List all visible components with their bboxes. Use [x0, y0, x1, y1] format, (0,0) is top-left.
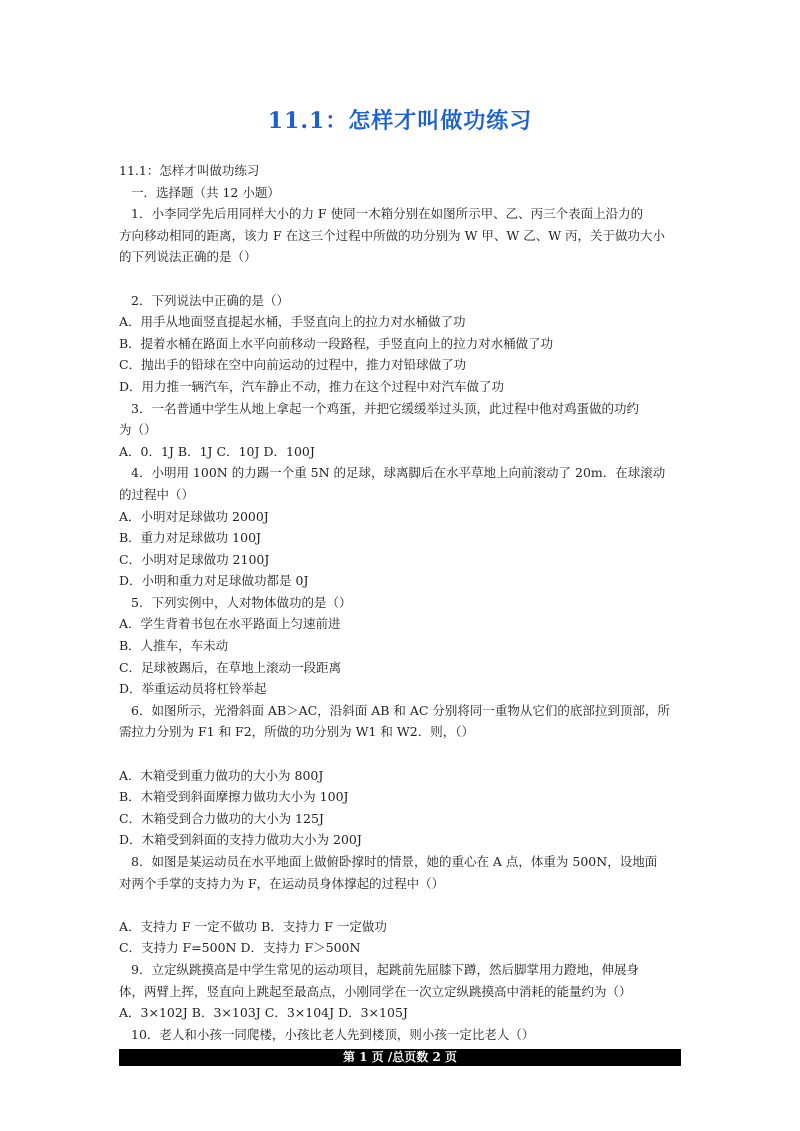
q6-stem: 6．如图所示，光滑斜面 AB＞AC，沿斜面 AB 和 AC 分别将同一重物从它们的底部拉到顶部，所 [131, 702, 670, 718]
q1-line: 方向移动相同的距离，该力 F 在这三个过程中所做的功分别为 W 甲、W 乙、W 丙，关于做功大小 [119, 227, 666, 243]
q5-option: B．人推车，车未动 [119, 638, 229, 654]
q2-stem: 2．下列说法中正确的是（） [131, 292, 289, 308]
q8-stem: 对两个手掌的支持力为 F，在运动员身体撑起的过程中（） [119, 875, 445, 891]
q9-options: A．3×102J B．3×103J C．3×104J D．3×105J [119, 1005, 408, 1021]
page-title: 11.1：怎样才叫做功练习 [267, 108, 533, 134]
subtitle: 11.1：怎样才叫做功练习 [119, 163, 260, 178]
q4-option: C．小明对足球做功 2100J [119, 551, 270, 567]
q3-stem: 3．一名普通中学生从地上拿起一个鸡蛋，并把它缓缓举过头顶，此过程中他对鸡蛋做的功约 [131, 400, 639, 416]
q7-option: D．木箱受到斜面的支持力做功大小为 200J [119, 832, 362, 848]
q2-option: C．抛出手的铅球在空中向前运动的过程中，推力对铅球做了功 [119, 357, 467, 373]
q9-stem: 9．立定纵跳摸高是中学生常见的运动项目，起跳前先屈膝下蹲，然后脚掌用力蹬地，伸展身 [131, 961, 639, 977]
section-heading: 一．选择题（共 12 小题） [131, 184, 280, 200]
q7-option: B．木箱受到斜面摩擦力做功大小为 100J [119, 789, 349, 805]
q7-option: C．木箱受到合力做功的大小为 125J [119, 810, 324, 826]
q1-line: 的下列说法正确的是（） [119, 249, 257, 265]
q5-option: A．学生背着书包在水平路面上匀速前进 [119, 616, 341, 632]
q8-options: C．支持力 F=500N D．支持力 F＞500N [119, 940, 361, 956]
q5-stem: 5．下列实例中，人对物体做功的是（） [131, 594, 352, 610]
q4-option: A．小明对足球做功 2000J [119, 508, 269, 524]
q4-option: B．重力对足球做功 100J [119, 530, 262, 546]
q9-stem: 体，两臂上挥，竖直向上跳起至最高点，小刚同学在一次立定纵跳摸高中消耗的能量约为（） [119, 983, 632, 999]
q8-stem: 8．如图是某运动员在水平地面上做俯卧撑时的情景，她的重心在 A 点，体重为 500N，设地面 [131, 854, 658, 869]
q1-line: 1．小李同学先后用同样大小的力 F 使同一木箱分别在如图所示甲、乙、丙三个表面上沿力的 [131, 206, 644, 222]
page-footer: 第 1 页 /总页数 2 页 [119, 1049, 681, 1066]
figure-gap [119, 894, 681, 916]
q2-option: D．用力推一辆汽车，汽车静止不动，推力在这个过程中对汽车做了功 [119, 378, 505, 394]
q4-stem: 的过程中（） [119, 486, 195, 502]
q8-options: A．支持力 F 一定不做功 B．支持力 F 一定做功 [119, 918, 387, 934]
q3-stem: 为（） [119, 422, 157, 438]
q5-option: D．举重运动员将杠铃举起 [119, 681, 267, 697]
q5-option: C．足球被踢后，在草地上滚动一段距离 [119, 659, 342, 675]
q4-option: D．小明和重力对足球做功都是 0J [119, 573, 309, 589]
q2-option: A．用手从地面竖直提起水桶，手竖直向上的拉力对水桶做了功 [119, 314, 466, 330]
q10-stem: 10．老人和小孩一同爬楼，小孩比老人先到楼顶，则小孩一定比老人（） [131, 1026, 535, 1042]
q6-stem: 需拉力分别为 F1 和 F2，所做的功分别为 W1 和 W2．则，（） [119, 724, 474, 740]
figure-gap [119, 743, 681, 765]
q3-options: A．0．1J B．1J C．10J D．100J [119, 443, 315, 459]
q7-option: A．木箱受到重力做功的大小为 800J [119, 767, 324, 783]
q2-option: B．提着水桶在路面上水平向前移动一段路程，手竖直向上的拉力对水桶做了功 [119, 335, 554, 351]
figure-gap [119, 268, 681, 290]
q4-stem: 4．小明用 100N 的力踢一个重 5N 的足球，球离脚后在水平草地上向前滚动了 20m．在球滚动 [131, 465, 666, 481]
document-body [119, 160, 681, 1045]
